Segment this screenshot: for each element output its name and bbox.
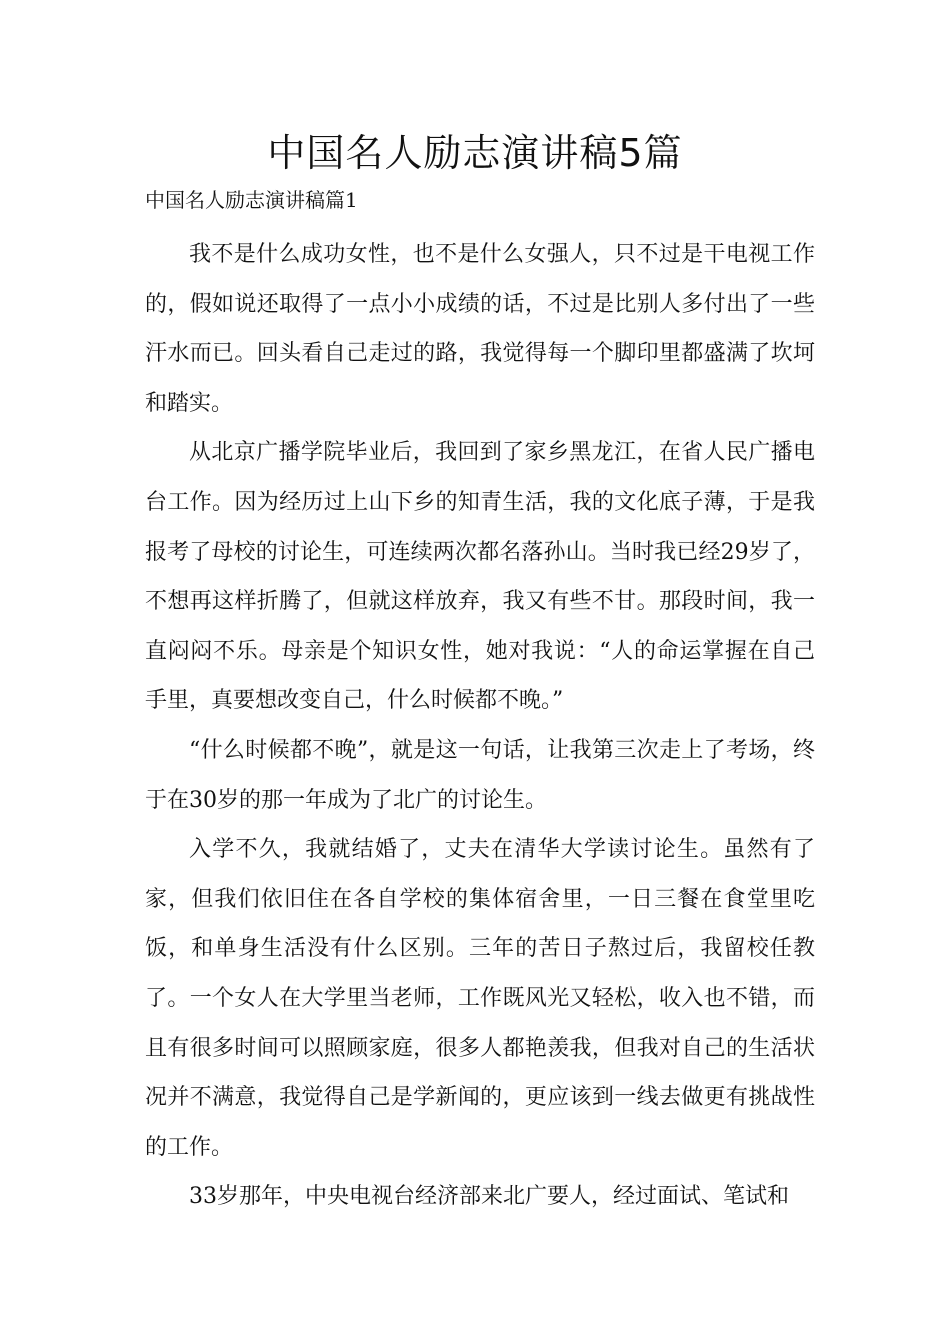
paragraph-4: 入学不久，我就结婚了，丈夫在清华大学读讨论生。虽然有了家，但我们依旧住在各自学校的集体宿舍里，一日三餐在食堂里吃饭，和单身生活没有什么区别。三年的苦日子熬过后，我留校任教了。一个女人在大学里当老师，工作既风光又轻松，收入也不错，而且有很多时间可以照顾家庭，很多人都艳羡我，但我对自己的生活状况并不满意，我觉得自己是学新闻的，更应该到一线去做更有挑战性的工作。 bbox=[145, 837, 815, 1160]
paragraph-1: 我不是什么成功女性，也不是什么女强人，只不过是干电视工作的，假如说还取得了一点小小成绩的话，不过是比别人多付出了一些汗水而已。回头看自己走过的路，我觉得每一个脚印里都盛满了坎坷和踏实。 bbox=[145, 242, 815, 416]
paragraph-3: “什么时候都不晚”，就是这一句话，让我第三次走上了考场，终于在30岁的那一年成为了北广的讨论生。 bbox=[145, 737, 815, 813]
document-body bbox=[145, 230, 815, 1222]
section-heading: 中国名人励志演讲稿篇1 bbox=[145, 188, 358, 212]
document-title: 中国名人励志演讲稿5篇 bbox=[267, 131, 683, 175]
paragraph-2: 从北京广播学院毕业后，我回到了家乡黑龙江，在省人民广播电台工作。因为经历过上山下乡的知青生活，我的文化底子薄，于是我报考了母校的讨论生，可连续两次都名落孙山。当时我已经29岁了，不想再这样折腾了，但就这样放弃，我又有些不甘。那段时间，我一直闷闷不乐。母亲是个知识女性，她对我说：“人的命运掌握在自己手里，真要想改变自己，什么时候都不晚。” bbox=[145, 440, 815, 714]
paragraph-5: 33岁那年，中央电视台经济部来北广要人，经过面试、笔试和 bbox=[189, 1184, 789, 1210]
